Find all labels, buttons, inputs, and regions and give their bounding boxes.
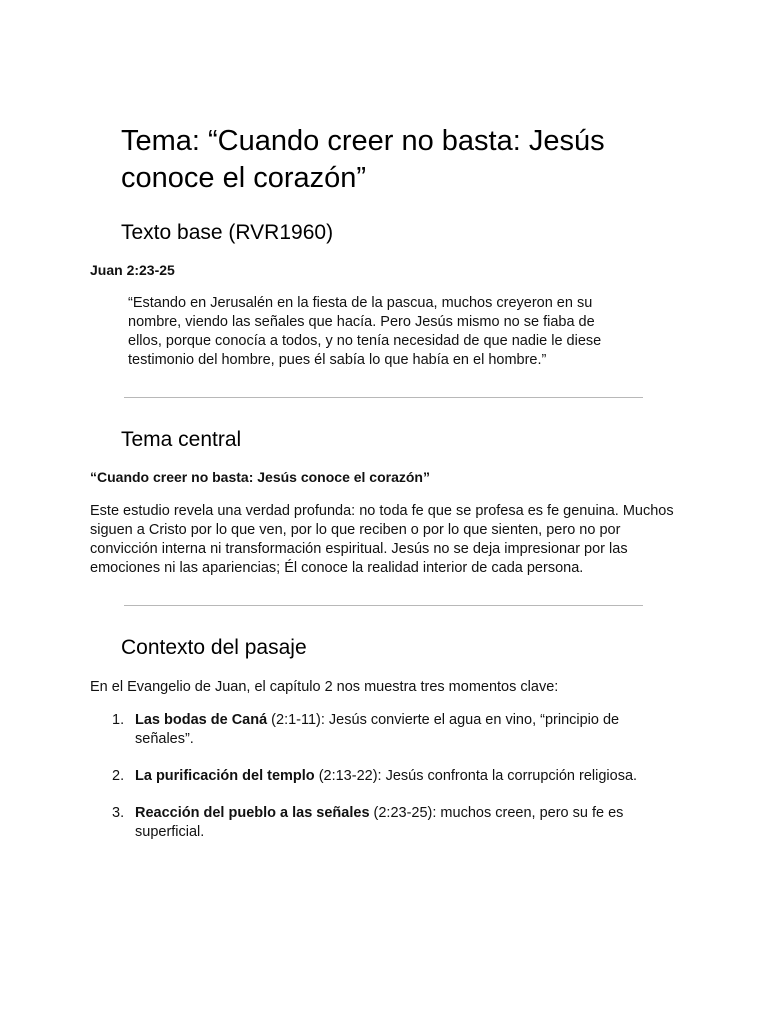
list-item-text: (2:23-25): muchos creen, pero su fe es superficial.: [135, 805, 624, 840]
list-item-title: Reacción del pueblo a las señales: [135, 805, 370, 821]
tema-central-paragraph: Este estudio revela una verdad profunda: no toda fe que se profesa es fe genuina. Muchos siguen a Cristo por lo que ven, por lo que reciben o por lo que sienten, pero no por convicción interna ni transformación espiritual. Jesús no se deja impresionar por las emociones ni las apariencias; Él conoce la realidad interior de cada persona.: [90, 503, 674, 576]
list-item-title: Las bodas de Caná: [135, 712, 268, 728]
list-item-title: La purificación del templo: [135, 768, 315, 784]
moments-list: [90, 711, 650, 860]
list-item-number: 1.: [112, 712, 125, 728]
list-item-text: (2:13-22): Jesús confronta la corrupción religiosa.: [314, 768, 638, 784]
list-item: [90, 711, 650, 749]
contexto-intro: En el Evangelio de Juan, el capítulo 2 nos muestra tres momentos clave:: [90, 679, 559, 695]
heading-texto-base: Texto base (RVR1960): [121, 221, 334, 244]
divider: [124, 397, 643, 398]
list-item-number: 2.: [112, 768, 125, 784]
divider: [124, 605, 643, 606]
scripture-quote: “Estando en Jerusalén en la fiesta de la pascua, muchos creyeron en su nombre, viendo las señales que hacía. Pero Jesús mismo no se fiaba de ellos, porque conocía a todos, y no tenía necesidad de que nadie le diese testimonio del hombre, pues él sabía lo que había en el hombre.”: [128, 295, 602, 368]
page-title: Tema: “Cuando creer no basta: Jesús conoce el corazón”: [121, 125, 605, 194]
heading-contexto: Contexto del pasaje: [121, 636, 307, 659]
tema-central-subtitle: “Cuando creer no basta: Jesús conoce el corazón”: [90, 469, 430, 485]
scripture-reference: Juan 2:23-25: [90, 262, 175, 278]
heading-tema-central: Tema central: [121, 428, 242, 451]
list-item-text: (2:1-11): Jesús convierte el agua en vino, “principio de señales”.: [135, 712, 620, 747]
list-item: [90, 804, 650, 842]
list-item-number: 3.: [112, 805, 125, 821]
list-item: [90, 767, 650, 786]
